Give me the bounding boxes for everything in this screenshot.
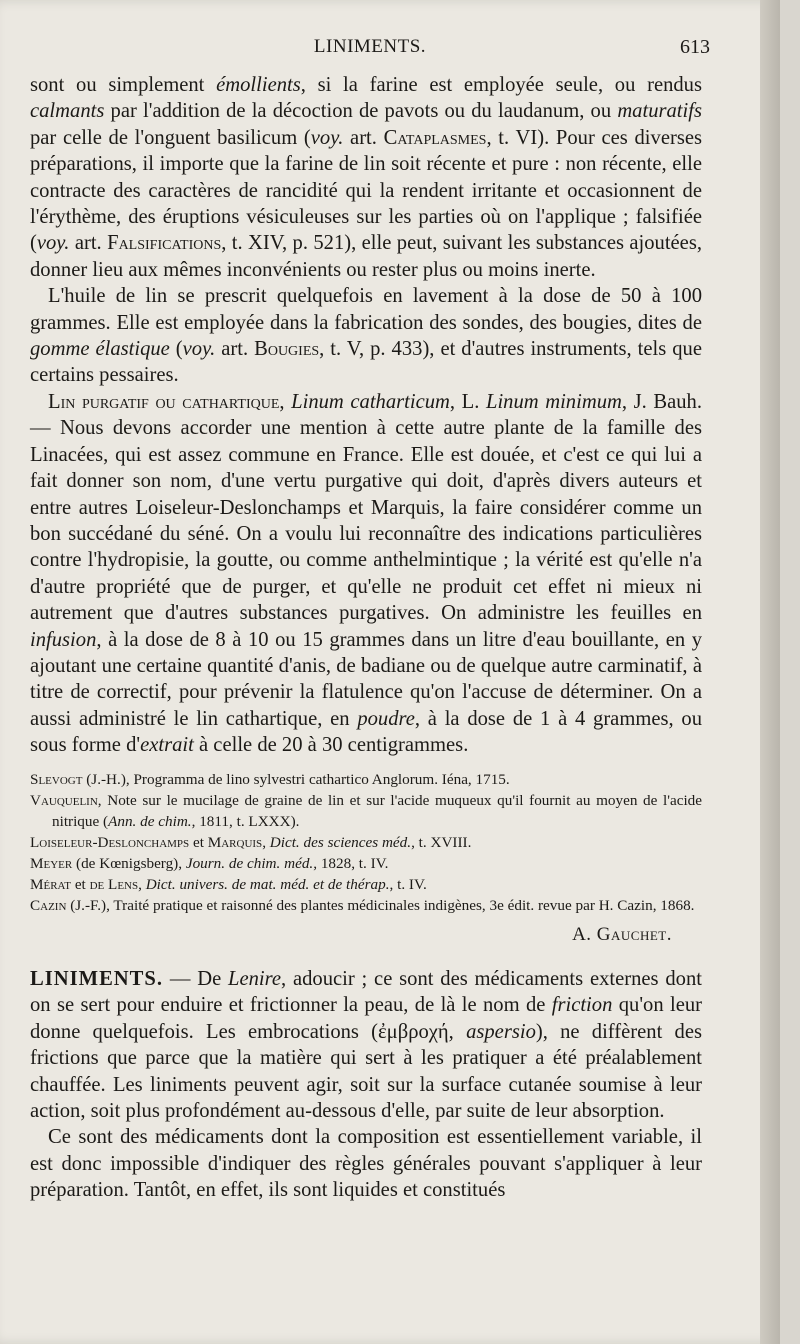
reference-item: Mérat et de Lens, Dict. univers. de mat. méd. et de thérap., t. IV. [30, 875, 427, 893]
page-number: 613 [680, 36, 710, 58]
bibliography [30, 769, 702, 916]
paragraph-huile: L'huile de lin se prescrit quelquefois en lavement à la dose de 50 à 100 grammes. Elle est employée dans la fabrication des sondes, des bougies, dites de gomme élastique (voy. art. Bougies, t. V, p. 433), et d'autres instruments, tels que certains pessaires. [30, 285, 702, 387]
paragraph-composition: Ce sont des médicaments dont la composition est essentiellement variable, il est donc impossible d'indiquer des règles générales pouvant s'appliquer à leur préparation. Tantôt, en effet, ils sont liquides et constitués [30, 1126, 702, 1202]
page-body [30, 72, 702, 1204]
running-head: LINIMENTS. [313, 36, 427, 57]
paragraph-lin-purgatif: Lin purgatif ou cathartique, Linum catharticum, L. Linum minimum, J. Bauh. — Nous devons accorder une mention à cette autre plante de la famille des Linacées, qui est assez commune en France. Elle est douée, et c'est ce qui lui a fait donner son nom, d'une vertu purgative qui doit, d'après divers auteurs et entre autres Loiseleur-Deslonchamps et Marquis, la faire considérer comme un bon succédané du séné. On a voulu lui reconnaître des indications particulières contre l'hydropisie, la goutte, ou comme anthelmintique ; la vérité est qu'elle n'a d'autre propriété que de purger, et qu'elle ne produit cet effet ni mieux ni autrement que d'autres substances purgatives. On administre les feuilles en infusion, à la dose de 8 à 10 ou 15 grammes dans un litre d'eau bouillante, en y ajoutant une certaine quantité d'anis, de badiane ou de quelque autre carminatif, à titre de correctif, pour prévenir la flatulence qu'on l'accuse de déterminer. On a aussi administré le lin cathartique, en poudre, à la dose de 1 à 4 grammes, ou sous forme d'extrait à celle de 20 à 30 centigrammes. [30, 390, 703, 757]
page-edge [760, 0, 780, 1344]
page-header [30, 36, 710, 66]
reference-item: Cazin (J.-F.), Traité pratique et raisonné des plantes médicinales indigènes, 3e édit. revue par H. Cazin, 1868. [30, 896, 695, 914]
reference-item: Slevogt (J.-H.), Programma de lino sylvestri cathartico Anglorum. Iéna, 1715. [30, 770, 510, 788]
entry-title: LINIMENTS. [30, 967, 164, 990]
paragraph-farine: sont ou simplement émollients, si la farine est employée seule, ou rendus calmants par l'addition de la décoction de pavots ou du laudanum, ou maturatifs par celle de l'onguent basilicum (voy. art. Cataplasmes, t. VI). Pour ces diverses préparations, il importe que la farine de lin soit récente et pure : non récente, elle contracte des caractères de rancidité qui la rendent irritante et occasionnent de l'érythème, des éruptions vésiculeuses sur les parties où on l'applique ; falsifiée (voy. art. Falsifications, t. XIV, p. 521), elle peut, suivant les substances ajoutées, donner lieu aux mêmes inconvénients ou rester plus ou moins inerte. [30, 74, 702, 281]
article-author: A. Gauchet. [572, 923, 672, 945]
reference-item: Meyer (de Kœnigsberg), Journ. de chim. méd., 1828, t. IV. [30, 854, 389, 872]
reference-item: Vauquelin, Note sur le mucilage de graine de lin et sur l'acide muqueux qu'il fournit au moyen de l'acide nitrique (Ann. de chim., 1811, t. LXXX). [30, 791, 702, 830]
reference-item: Loiseleur-Deslonchamps et Marquis, Dict. des sciences méd., t. XVIII. [30, 833, 472, 851]
paragraph-liniments: LINIMENTS. — De Lenire, adoucir ; ce sont des médicaments externes dont on se sert pour enduire et frictionner la peau, de là le nom de friction qu'on leur donne quelquefois. Les embrocations (ἐμβροχή, aspersio), ne diffèrent des frictions que parce que la matière qui sert à les pratiquer a été préalablement chauffée. Les liniments peuvent agir, soit sur la surface cutanée soumise à leur action, soit plus profondément au-dessous d'elle, par suite de leur absorption. [30, 967, 702, 1122]
